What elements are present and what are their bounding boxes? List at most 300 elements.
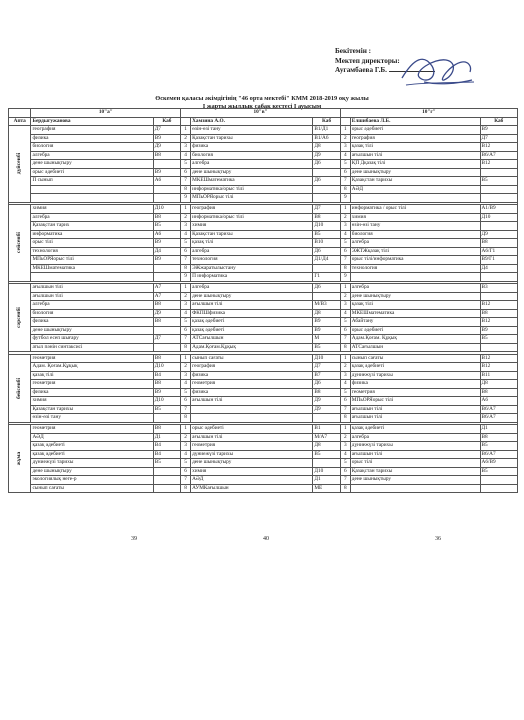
subject-a: химия	[31, 205, 153, 214]
lesson-num-c: 5	[340, 160, 350, 169]
table-row	[9, 213, 518, 222]
subject-c: Қазақстан тарихы	[350, 467, 480, 476]
lesson-num-c: 3	[340, 143, 350, 152]
approval-name: Аугамбаева Г.Б.	[335, 66, 387, 74]
lesson-num-b: 6	[181, 247, 191, 256]
subject-a: биология	[31, 309, 153, 318]
subject-b: дене шынықтыру	[191, 459, 313, 468]
room-a: Д10	[153, 363, 180, 372]
room-c: В5	[480, 442, 518, 451]
subject-a: МКЕШматематика	[31, 264, 153, 273]
room-a: Д4	[153, 247, 180, 256]
subject-c: Адам.Қоғам. Құқық	[350, 335, 480, 344]
table-row	[9, 371, 518, 380]
subject-c	[350, 273, 480, 282]
subject-a: геометрия	[31, 425, 153, 434]
subject-a: физика	[31, 318, 153, 327]
subject-b: геометрия	[191, 442, 313, 451]
room-b: В1/Д1	[313, 126, 340, 135]
subject-b: алгебра	[191, 160, 313, 169]
room-c-header: Каб	[480, 117, 518, 126]
subject-c: орыс әдебиеті	[350, 326, 480, 335]
subject-b: технология	[191, 256, 313, 265]
day-label: дүйсенбі	[16, 153, 23, 175]
class-header-v: 10"в"	[181, 109, 341, 118]
room-c: Д10	[480, 213, 518, 222]
subject-c: қазақ тілі	[350, 143, 480, 152]
table-row	[9, 388, 518, 397]
room-c: В12	[480, 363, 518, 372]
lesson-num-c: 4	[340, 309, 350, 318]
room-c	[480, 484, 518, 493]
lesson-num-b: 4	[181, 309, 191, 318]
subject-c: ағылшын тілі	[350, 405, 480, 414]
table-row	[9, 247, 518, 256]
lesson-num-c: 4	[340, 151, 350, 160]
approval-title: Бекітемін :	[335, 47, 372, 55]
table-row	[9, 354, 518, 363]
lesson-num-b: 6	[181, 467, 191, 476]
subject-b: орыс әдебиеті	[191, 425, 313, 434]
lesson-num-c: 8	[340, 343, 350, 352]
room-a-header: Каб	[153, 117, 180, 126]
lesson-num-b: 3	[181, 143, 191, 152]
room-b: М	[313, 335, 340, 344]
lesson-num-c: 9	[340, 273, 350, 282]
subject-a: химия	[31, 397, 153, 406]
room-a: В8	[153, 301, 180, 310]
table-row	[9, 143, 518, 152]
room-b: Д7	[313, 363, 340, 372]
lesson-num-b: 6	[181, 326, 191, 335]
lesson-num-b: 5	[181, 318, 191, 327]
lesson-num-c: 8	[340, 264, 350, 273]
room-b: В9	[313, 318, 340, 327]
lesson-num-c: 7	[340, 476, 350, 485]
subject-b: химия	[191, 467, 313, 476]
day-label: жұма	[16, 451, 23, 466]
room-c	[480, 185, 518, 194]
table-row	[9, 414, 518, 423]
subject-c	[350, 484, 480, 493]
subject-b: география	[191, 363, 313, 372]
table-row	[9, 326, 518, 335]
room-b: В10	[313, 239, 340, 248]
lesson-num-c: 6	[340, 168, 350, 177]
day-cell	[9, 126, 31, 203]
table-row	[9, 450, 518, 459]
subject-a: қазақ әдебиеті	[31, 442, 153, 451]
subject-a: дене шынықтыру	[31, 160, 153, 169]
table-row	[9, 484, 518, 493]
room-a: Д7	[153, 335, 180, 344]
subject-b: ЭЖжаратылыстану	[191, 264, 313, 273]
subject-b: П информатика	[191, 273, 313, 282]
table-row	[9, 318, 518, 327]
subject-b: қазақ әдебиеті	[191, 318, 313, 327]
room-b: В5	[313, 230, 340, 239]
subject-a: ағылшын тілі	[31, 292, 153, 301]
subject-c: физика	[350, 380, 480, 389]
table-row	[9, 134, 518, 143]
room-c: В11	[480, 371, 518, 380]
subject-b: дүниежүзі тарихы	[191, 450, 313, 459]
class-header-g: 10"г"	[340, 109, 517, 118]
lesson-num-b: 8	[181, 343, 191, 352]
lesson-num-c: 3	[340, 222, 350, 231]
table-row	[9, 256, 518, 265]
lesson-num-c: 2	[340, 213, 350, 222]
subject-b: алгебра	[191, 284, 313, 293]
room-c: Д9	[480, 230, 518, 239]
table-row	[9, 284, 518, 293]
room-c: В5	[480, 467, 518, 476]
teacher-b-header: Хамзина А.О.	[191, 117, 313, 126]
lesson-num-b: 9	[181, 194, 191, 203]
subject-c: дене шынықтыру	[350, 476, 480, 485]
subject-c: ЭЖТЖқазақ тілі	[350, 247, 480, 256]
room-c	[480, 476, 518, 485]
table-row	[9, 126, 518, 135]
subject-c: қазақ тілі	[350, 301, 480, 310]
teacher-c-header: Елшибаева Л.Б.	[350, 117, 480, 126]
table-row	[9, 301, 518, 310]
lesson-num-b: 1	[181, 205, 191, 214]
lesson-num-b: 7	[181, 177, 191, 186]
table-row	[9, 168, 518, 177]
room-a: В4	[153, 450, 180, 459]
subject-b: өзін-өзі тану	[191, 126, 313, 135]
subject-b: Адам.Қоғам.Құқық	[191, 343, 313, 352]
lesson-num-b: 3	[181, 222, 191, 231]
room-b: Д10	[313, 354, 340, 363]
lesson-num-c: 5	[340, 318, 350, 327]
day-label: сәрсенбі	[16, 307, 23, 328]
room-a: Д7	[153, 126, 180, 135]
room-c: Д1	[480, 425, 518, 434]
room-b: МЕ	[313, 484, 340, 493]
table-row	[9, 264, 518, 273]
subject-a: физика	[31, 388, 153, 397]
lesson-num-c: 4	[340, 380, 350, 389]
table-row	[9, 194, 518, 203]
subject-b: физика	[191, 371, 313, 380]
subject-a: геометрия	[31, 380, 153, 389]
subject-b	[191, 414, 313, 423]
room-c: В12	[480, 143, 518, 152]
table-row	[9, 459, 518, 468]
subject-c: сынып сағаты	[350, 354, 480, 363]
lesson-num-b: 5	[181, 459, 191, 468]
subject-c: орыс әдебиеті	[350, 126, 480, 135]
subject-a: биология	[31, 143, 153, 152]
subject-a: П сынып	[31, 177, 153, 186]
approval-role: Мектеп директоры:	[335, 56, 400, 65]
class-header-a: 10"а"	[31, 109, 181, 118]
lesson-num-c: 6	[340, 247, 350, 256]
lesson-num-b: 4	[181, 230, 191, 239]
room-a	[153, 326, 180, 335]
subject-b: география	[191, 205, 313, 214]
total-lessons-v: 40	[263, 536, 269, 542]
subject-c: дүниежүзі тарихы	[350, 442, 480, 451]
room-c: В12	[480, 354, 518, 363]
lesson-num-c: 6	[340, 326, 350, 335]
lesson-num-c: 6	[340, 397, 350, 406]
room-c	[480, 343, 518, 352]
lesson-num-b: 1	[181, 425, 191, 434]
lesson-num-b: 5	[181, 239, 191, 248]
subject-b: физика	[191, 388, 313, 397]
lesson-num-b: 8	[181, 414, 191, 423]
lesson-num-c: 2	[340, 433, 350, 442]
subject-a: қазақ тілі	[31, 371, 153, 380]
lesson-num-c: 8	[340, 414, 350, 423]
subject-b	[191, 405, 313, 414]
room-b	[313, 168, 340, 177]
total-lessons-g: 36	[435, 536, 441, 542]
table-row	[9, 380, 518, 389]
subject-a: экологиялық неге-р	[31, 476, 153, 485]
room-c: В9	[480, 126, 518, 135]
room-b: Д10	[313, 222, 340, 231]
subject-c: дене шынықтыру	[350, 168, 480, 177]
day-label: сейсенбі	[16, 232, 23, 254]
subject-a: алгебра	[31, 213, 153, 222]
room-a: В9	[153, 168, 180, 177]
lesson-num-c: 7	[340, 335, 350, 344]
num-c-header	[340, 117, 350, 126]
lesson-num-b: 2	[181, 433, 191, 442]
table-row	[9, 405, 518, 414]
lesson-num-c: 1	[340, 205, 350, 214]
lesson-num-c: 8	[340, 484, 350, 493]
day-header: Апта	[9, 117, 31, 126]
room-b-header: Каб	[313, 117, 340, 126]
room-c: В6/А7	[480, 414, 518, 423]
room-c: В12	[480, 318, 518, 327]
subject-a	[31, 273, 153, 282]
subject-c: ағылшын тілі	[350, 450, 480, 459]
table-row	[9, 442, 518, 451]
table-row	[9, 185, 518, 194]
room-a	[153, 273, 180, 282]
subject-b: АТСағылшын	[191, 335, 313, 344]
lesson-num-c: 5	[340, 388, 350, 397]
lesson-num-c: 3	[340, 301, 350, 310]
room-a: В9	[153, 388, 180, 397]
room-a: Д9	[153, 309, 180, 318]
day-cell	[9, 354, 31, 422]
room-c	[480, 292, 518, 301]
lesson-num-b: 3	[181, 371, 191, 380]
room-b: М/В3	[313, 301, 340, 310]
day-cell	[9, 284, 31, 352]
subject-c: АТСағылшын	[350, 343, 480, 352]
room-a: В9	[153, 256, 180, 265]
lesson-num-c: 7	[340, 405, 350, 414]
room-a: А7	[153, 284, 180, 293]
subject-b: Қазақстан тарихы	[191, 134, 313, 143]
lesson-num-b: 2	[181, 292, 191, 301]
day-cell	[9, 425, 31, 493]
room-b: В1/А6	[313, 134, 340, 143]
room-b: Д9	[313, 397, 340, 406]
subject-a: сынып сағаты	[31, 484, 153, 493]
room-b: Д9	[313, 151, 340, 160]
room-b: В8	[313, 388, 340, 397]
room-b: Д10	[313, 467, 340, 476]
subject-c: МКЕШматематика	[350, 309, 480, 318]
room-b	[313, 292, 340, 301]
day-cell	[9, 205, 31, 282]
lesson-num-c: 1	[340, 126, 350, 135]
lesson-num-c: 3	[340, 371, 350, 380]
room-c: В5	[480, 335, 518, 344]
room-c	[480, 194, 518, 203]
table-row	[9, 363, 518, 372]
room-a	[153, 414, 180, 423]
room-b: В8	[313, 213, 340, 222]
schedule-title: Өскемен қаласы әкімдігінің "46 орта мектебі" КММ 2018-2019 оқу жылы	[155, 95, 369, 102]
room-a	[153, 476, 180, 485]
room-b: В9	[313, 326, 340, 335]
subject-b: биология	[191, 151, 313, 160]
subject-a: Қазақстан тарих	[31, 222, 153, 231]
subject-b: МПьОРЯорыс тілі	[191, 194, 313, 203]
subject-c: Абайтану	[350, 318, 480, 327]
subject-a: Адам. Қоғам.Құқық	[31, 363, 153, 372]
lesson-num-b: 2	[181, 134, 191, 143]
subject-c: ҚП Дқазақ тілі	[350, 160, 480, 169]
lesson-num-b: 4	[181, 380, 191, 389]
room-b: Д7	[313, 205, 340, 214]
room-c: В9/Г1	[480, 256, 518, 265]
subject-b: химия	[191, 222, 313, 231]
subject-b: физика	[191, 143, 313, 152]
subject-a: физика	[31, 134, 153, 143]
lesson-num-b: 8	[181, 484, 191, 493]
subject-b: Қазақстан тарихы	[191, 230, 313, 239]
room-b: Д1/Д4	[313, 256, 340, 265]
lesson-num-c: 2	[340, 363, 350, 372]
lesson-num-b: 2	[181, 363, 191, 372]
subject-b: информатика/орыс тілі	[191, 213, 313, 222]
room-c: В8	[480, 433, 518, 442]
subject-a: дене шынықтыру	[31, 326, 153, 335]
room-a: В4	[153, 442, 180, 451]
lesson-num-b: 1	[181, 126, 191, 135]
room-a	[153, 484, 180, 493]
subject-b: сынып сағаты	[191, 354, 313, 363]
subject-b: АУМКағылшын	[191, 484, 313, 493]
room-a: В5	[153, 405, 180, 414]
room-b: Д6	[313, 177, 340, 186]
room-a: В4	[153, 371, 180, 380]
room-c: В12	[480, 301, 518, 310]
room-a: Д1	[153, 433, 180, 442]
subject-c: дүниежүзі тарихы	[350, 371, 480, 380]
table-row	[9, 292, 518, 301]
schedule-body	[9, 126, 518, 493]
room-b	[313, 194, 340, 203]
subject-b: дене шынықтыру	[191, 168, 313, 177]
room-c: Д4	[480, 264, 518, 273]
room-b: Г1	[313, 273, 340, 282]
subject-b: ағылшын тілі	[191, 433, 313, 442]
day-label: бейсенбі	[16, 377, 23, 399]
lesson-num-c: 9	[340, 194, 350, 203]
subject-b: геометрия	[191, 380, 313, 389]
lesson-num-c: 2	[340, 292, 350, 301]
subject-c: информатика / орыс тілі	[350, 205, 480, 214]
lesson-num-b: 9	[181, 273, 191, 282]
room-b: М/А7	[313, 433, 340, 442]
corner-cell	[9, 109, 31, 118]
lesson-num-b: 7	[181, 256, 191, 265]
room-b: Д6	[313, 380, 340, 389]
room-b: Д6	[313, 247, 340, 256]
table-row	[9, 273, 518, 282]
subject-c: МПьОРЯорыс тілі	[350, 397, 480, 406]
lesson-num-b: 7	[181, 405, 191, 414]
room-b	[313, 459, 340, 468]
subject-a: география	[31, 126, 153, 135]
subject-c: технология	[350, 264, 480, 273]
room-a	[153, 160, 180, 169]
subject-a	[31, 194, 153, 203]
lesson-num-c: 1	[340, 284, 350, 293]
subject-c: АӘД	[350, 185, 480, 194]
room-a	[153, 343, 180, 352]
signature-image	[398, 52, 476, 88]
room-a: В9	[153, 239, 180, 248]
room-c: В6/А7	[480, 151, 518, 160]
lesson-num-c: 5	[340, 239, 350, 248]
room-a: Д10	[153, 397, 180, 406]
subject-a: алгебра	[31, 301, 153, 310]
room-a: В8	[153, 213, 180, 222]
room-c: В6/А7	[480, 405, 518, 414]
lesson-num-b: 6	[181, 168, 191, 177]
subject-c: биология	[350, 230, 480, 239]
table-row	[9, 222, 518, 231]
lesson-num-b: 4	[181, 151, 191, 160]
schedule-subtitle: I жарты жылдық сабақ кестесі I ауысым	[202, 103, 322, 110]
lesson-num-b: 1	[181, 354, 191, 363]
subject-c: география	[350, 134, 480, 143]
room-c: А6	[480, 397, 518, 406]
subject-a: ағылшын тілі	[31, 284, 153, 293]
room-c: В6/А7	[480, 450, 518, 459]
room-c: В5	[480, 177, 518, 186]
num-b-header	[181, 117, 191, 126]
room-b	[313, 264, 340, 273]
room-c: В8	[480, 388, 518, 397]
subject-b: ағылшын тілі	[191, 301, 313, 310]
room-c: А6/Г1	[480, 247, 518, 256]
lesson-num-c: 4	[340, 450, 350, 459]
subject-a: атыл пәнін синтаксисі	[31, 343, 153, 352]
lesson-num-b: 4	[181, 450, 191, 459]
lesson-num-c: 7	[340, 177, 350, 186]
room-b: Д8	[313, 143, 340, 152]
subject-b: алгебра	[191, 247, 313, 256]
table-row	[9, 433, 518, 442]
table-row	[9, 335, 518, 344]
subject-b: АӘД	[191, 476, 313, 485]
room-c: В12	[480, 160, 518, 169]
